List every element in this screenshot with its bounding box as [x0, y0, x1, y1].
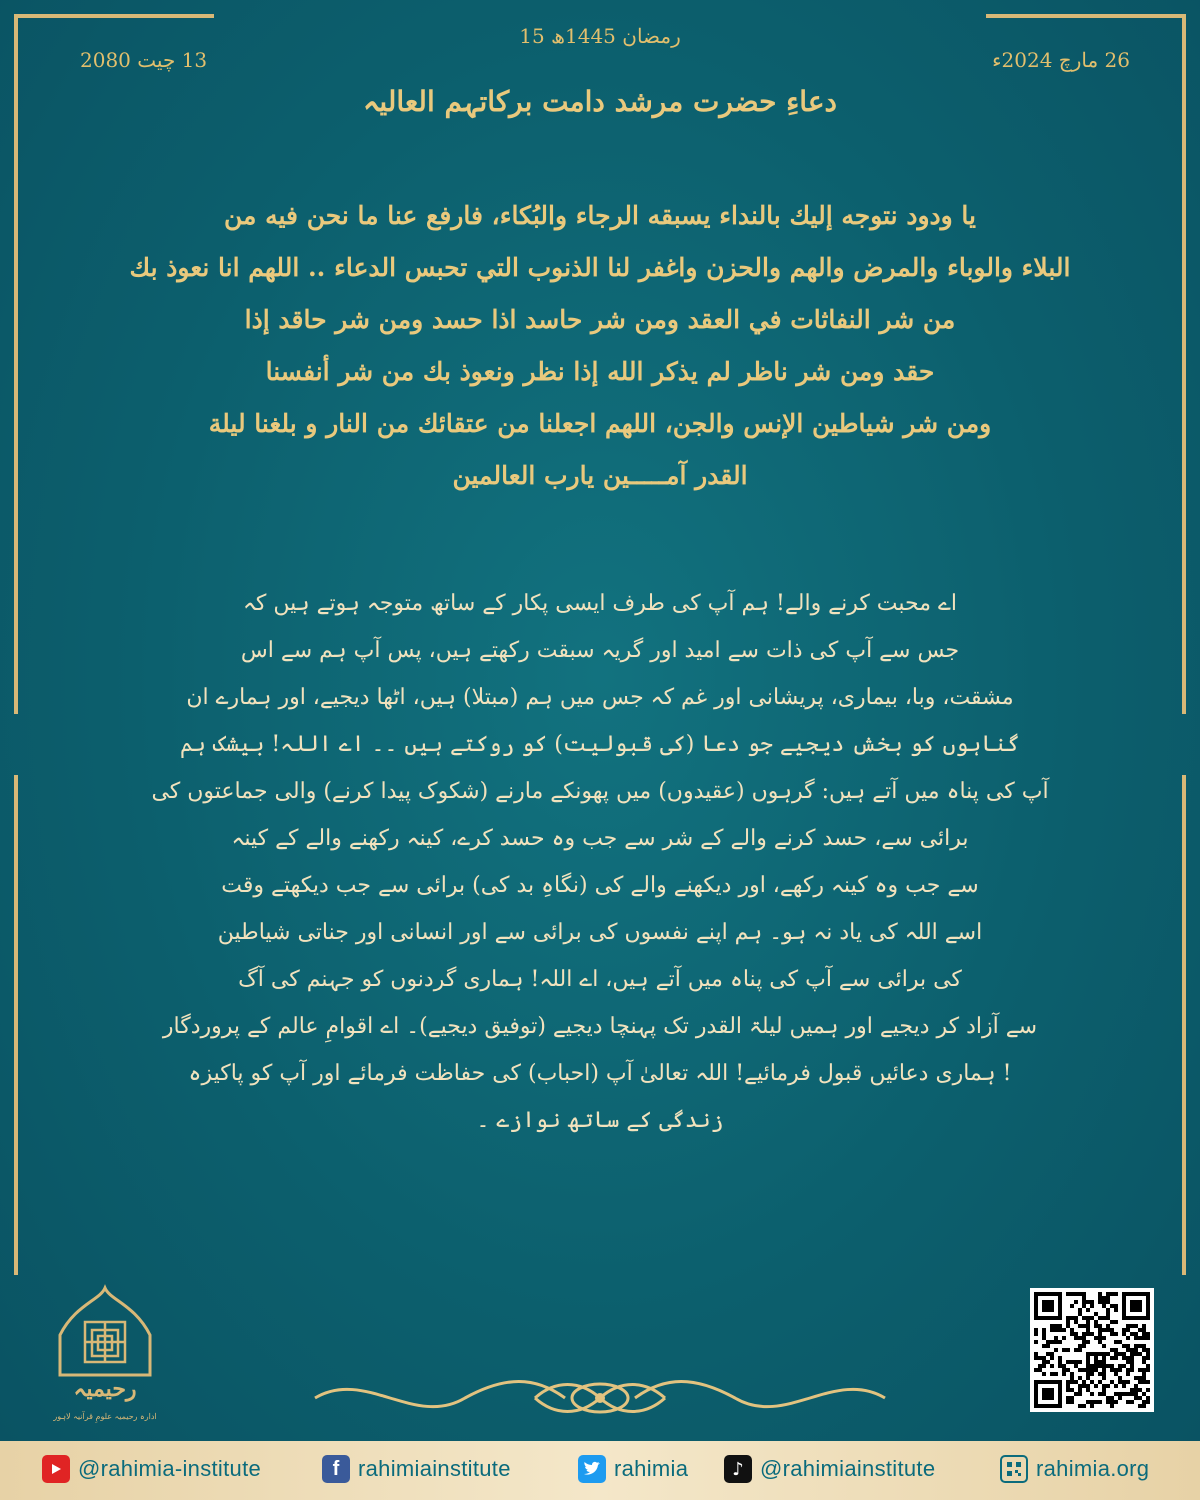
website-url: rahimia.org	[1036, 1456, 1150, 1481]
urdu-line: ! ہماری دعائیں قبول فرمائیے! اللہ تعالیٰ آپ (احباب) کی حفاظت فرمائے اور آپ کو پاکیزہ	[188, 1061, 1012, 1086]
urdu-line: سے جب وہ کینہ رکھے، اور دیکھنے والے کی (نگاہِ بد کی) برائی سے جب دیکھتے وقت	[221, 873, 979, 898]
page-title: دعاءِ حضرت مرشد دامت برکاتہم العالیہ	[362, 85, 838, 118]
frame-left-upper	[14, 14, 18, 714]
qr-code-icon	[1034, 1292, 1150, 1408]
frame-right-lower	[1182, 775, 1186, 1275]
twitter-handle: rahimia	[614, 1456, 689, 1481]
tiktok-handle: @rahimiainstitute	[760, 1456, 936, 1481]
rahimia-logo	[40, 1280, 170, 1440]
gregorian-date: 26 مارچ 2024ء	[992, 48, 1130, 72]
qr-small-icon	[1000, 1455, 1028, 1483]
frame-top-left	[14, 14, 214, 18]
bikrami-date: 13 چیت 2080	[80, 48, 208, 72]
urdu-line: جس سے آپ کی ذات سے امید اور گریہ سبقت رکھتے ہیں، پس آپ ہم سے اس	[240, 638, 960, 663]
logo-name: رحیمیہ	[73, 1376, 137, 1402]
urdu-line: سے آزاد کر دیجیے اور ہمیں لیلۃ القدر تک پہنچا دیجیے (توفیق دیجیے)۔ اے اقوامِ عالم کے پروردگار	[162, 1014, 1038, 1039]
frame-top-right	[986, 14, 1186, 18]
arabic-line: القدر آمـــــين يارب العالمين	[452, 461, 748, 490]
frame-left-lower	[14, 775, 18, 1275]
urdu-line: کی برائی سے آپ کی پناہ میں آتے ہیں، اے اللہ! ہماری گردنوں کو جہنم کی آگ	[238, 967, 962, 992]
arabic-line: ومن شر شياطين الإنس والجن، اللهم اجعلنا من عتقائك من النار و بلغنا ليلة	[208, 409, 992, 438]
tiktok-link[interactable]	[724, 1455, 935, 1483]
urdu-translation	[110, 580, 1090, 1144]
hijri-date: 15 رمضان 1445ھ	[519, 24, 681, 48]
urdu-line: مشقت، وبا، بیماری، پریشانی اور غم کہ جس میں ہم (مبتلا) ہیں، اٹھا دیجیے، اور ہمارے ان	[186, 685, 1014, 710]
facebook-link[interactable]	[322, 1455, 511, 1483]
arabic-line: من شر النفاثات في العقد ومن شر حاسد اذا حسد ومن شر حاقد إذا	[244, 305, 956, 334]
facebook-handle: rahimiainstitute	[358, 1456, 511, 1481]
urdu-line: گناہوں کو بخش دیجیے جو دعا (کی قبولیت) کو روکتے ہیں ۔۔ اے اللہ! بیشک ہم	[180, 732, 1020, 757]
ornament-flourish-icon	[305, 1368, 895, 1428]
urdu-line: زندگی کے ساتھ نوازے ۔	[476, 1108, 724, 1133]
urdu-line: برائی سے، حسد کرنے والے کے شر سے جب وہ حسد کرے، کینہ رکھنے والے کے کینہ	[231, 826, 969, 851]
arabic-line: يا ودود نتوجه إليك بالنداء يسبقه الرجاء والبُكاء، فارفع عنا ما نحن فيه من	[223, 201, 977, 230]
youtube-handle: @rahimia-institute	[78, 1456, 262, 1481]
arabic-line: حقد ومن شر ناظر لم يذكر الله إذا نظر ونعوذ بك من شر أنفسنا	[265, 357, 935, 386]
youtube-icon	[42, 1455, 70, 1483]
youtube-link[interactable]	[42, 1455, 261, 1483]
social-footer	[0, 1441, 1200, 1500]
urdu-line: آپ کی پناہ میں آتے ہیں: گرہوں (عقیدوں) میں پھونکے مارنے (شکوک پیدا کرنے) والی جماعتوں کی	[151, 779, 1049, 804]
arabic-line: البلاء والوباء والمرض والهم والحزن واغفر لنا الذنوب التي تحبس الدعاء .. اللهم انا نعوذ بك	[129, 253, 1071, 282]
tiktok-icon: ♪	[724, 1455, 752, 1483]
qr-code[interactable]	[1030, 1288, 1154, 1412]
twitter-bird-icon	[578, 1455, 606, 1483]
urdu-line: اے محبت کرنے والے! ہم آپ کی طرف ایسی پکار کے ساتھ متوجہ ہوتے ہیں کہ	[242, 591, 958, 616]
website-link[interactable]	[1000, 1455, 1149, 1483]
twitter-link[interactable]	[578, 1455, 688, 1483]
arabic-dua	[120, 190, 1080, 502]
urdu-line: اسے اللہ کی یاد نہ ہو۔ ہم اپنے نفسوں کی برائی سے اور انسانی اور جناتی شیاطین	[217, 920, 983, 945]
frame-right-upper	[1182, 14, 1186, 714]
logo-subtitle: ادارہ رحیمیہ علومِ قرآنیہ لاہور	[53, 1412, 157, 1421]
facebook-icon: f	[322, 1455, 350, 1483]
